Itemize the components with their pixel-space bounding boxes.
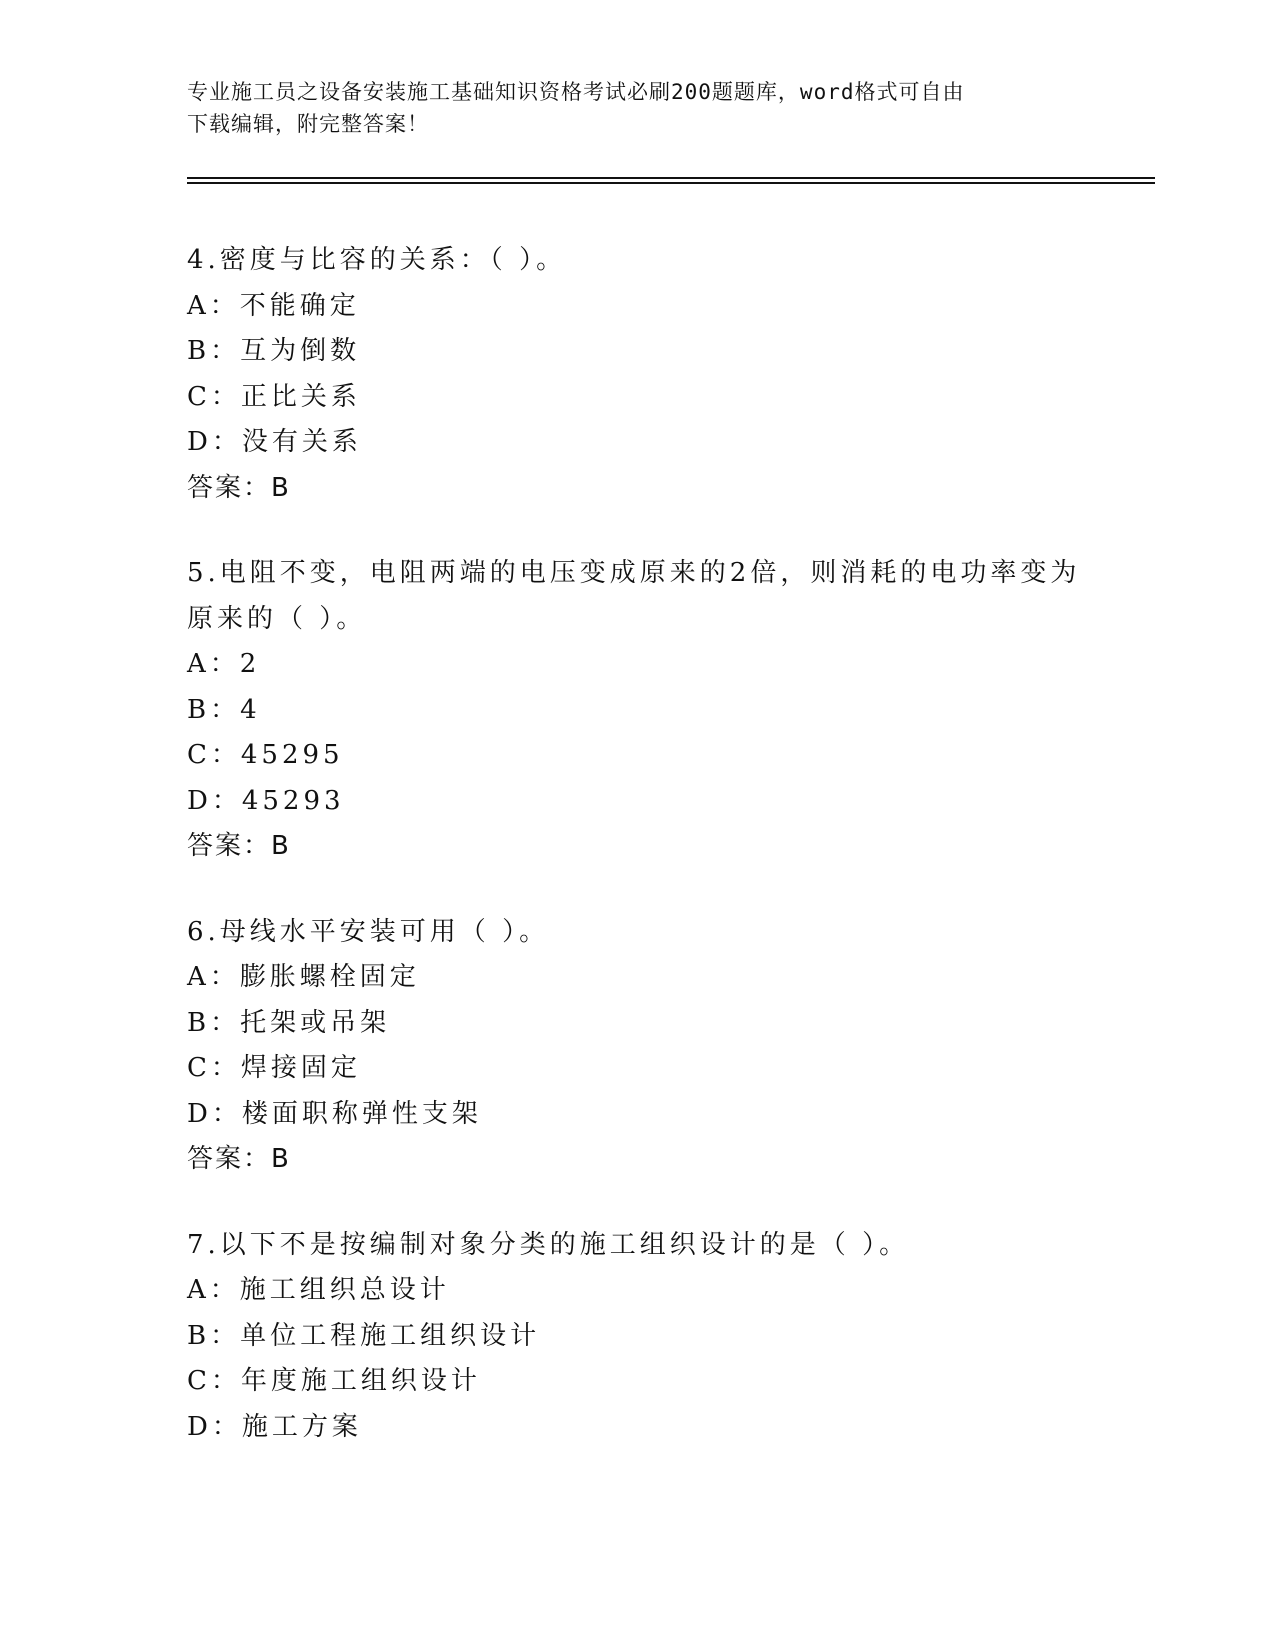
question-text-line-2: 原来的（ ）。 (187, 603, 367, 634)
option-b: B：单位工程施工组织设计 (187, 1320, 541, 1351)
header-divider-bottom (187, 182, 1155, 184)
option-c: C：45295 (187, 740, 344, 770)
option-a: A：膨胀螺栓固定 (187, 962, 420, 992)
header-line-1: 专业施工员之设备安装施工基础知识资格考试必刷200题题库，word格式可自由 (187, 80, 965, 104)
answer: 答案：B (187, 472, 291, 503)
option-c: C：年度施工组织设计 (187, 1366, 481, 1396)
document-header (187, 76, 1087, 140)
option-c: C：正比关系 (187, 381, 361, 412)
option-c: C：焊接固定 (187, 1053, 361, 1083)
option-d: D：没有关系 (187, 427, 362, 457)
question-4 (187, 238, 1107, 511)
question-text: 6.母线水平安装可用（ ）。 (187, 916, 550, 947)
question-text-line-1: 5.电阻不变，电阻两端的电压变成原来的2倍，则消耗的电功率变为 (187, 558, 1081, 588)
option-d: D：楼面职称弹性支架 (187, 1098, 482, 1129)
option-a: A：施工组织总设计 (187, 1275, 450, 1305)
option-d: D：45293 (187, 785, 345, 816)
question-list (187, 238, 1107, 1490)
question-text: 4.密度与比容的关系：（ ）。 (187, 245, 567, 275)
option-b: B：托架或吊架 (187, 1007, 391, 1038)
header-line-2: 下载编辑，附完整答案！ (187, 112, 429, 136)
option-b: B：4 (187, 694, 261, 725)
option-d: D：施工方案 (187, 1411, 362, 1442)
option-a: A：2 (187, 649, 261, 679)
question-5 (187, 551, 1107, 870)
option-a: A：不能确定 (187, 290, 360, 321)
option-b: B：互为倒数 (187, 336, 361, 366)
question-6 (187, 910, 1107, 1183)
answer: 答案：B (187, 1144, 291, 1174)
question-text: 7.以下不是按编制对象分类的施工组织设计的是（ ）。 (187, 1229, 910, 1260)
answer: 答案：B (187, 831, 291, 861)
header-divider-top (187, 177, 1155, 179)
question-7 (187, 1223, 1107, 1451)
